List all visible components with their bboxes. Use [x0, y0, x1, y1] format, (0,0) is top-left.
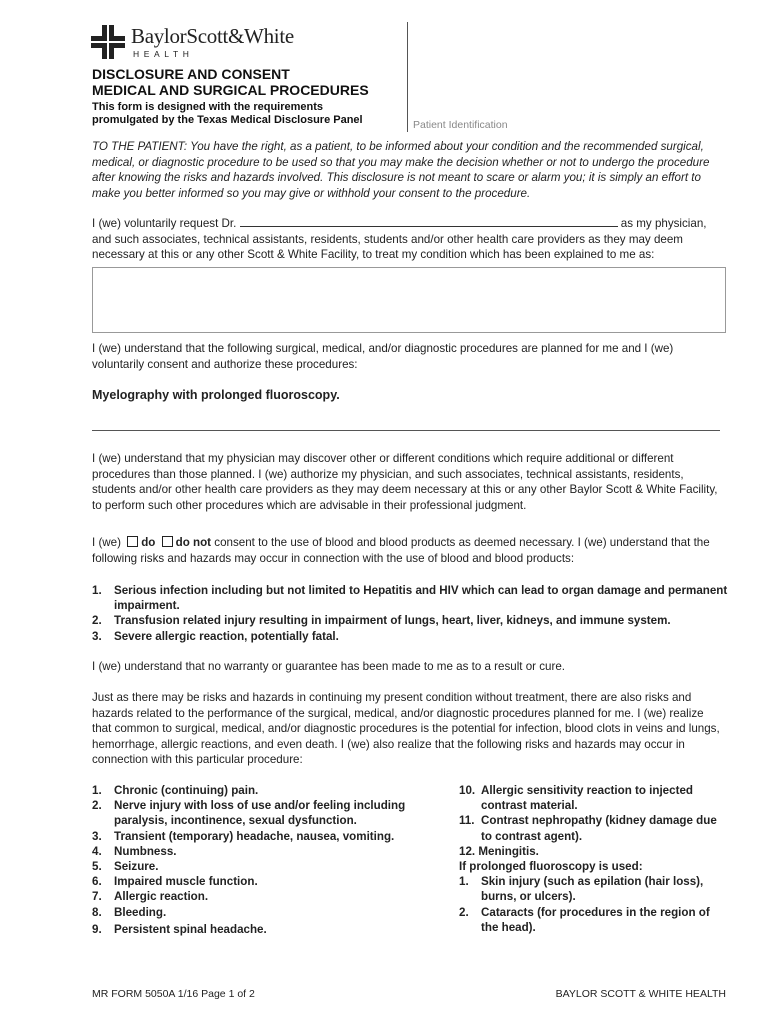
blood-risk-list [92, 583, 728, 644]
list-item: 2. Transfusion related injury resulting in impairment of lungs, heart, liver, kidneys, and immune system. [92, 614, 671, 628]
physician-name-field[interactable] [240, 215, 618, 227]
condition-explanation-box[interactable] [92, 267, 726, 333]
list-item: 5. Seizure. [92, 860, 159, 874]
header-divider [407, 22, 408, 132]
procedure-line [92, 430, 720, 431]
list-item: 1. Chronic (continuing) pain. [92, 784, 259, 797]
list-item: 1. Skin injury (such as epilation (hair loss), burns, or ulcers). [459, 875, 704, 904]
logo-sub: HEALTH [133, 49, 194, 59]
other-conditions-paragraph: I (we) understand that my physician may discover other or different conditions which require additional or different procedures than those planned. I (we) authorize my physician, and such associates, technical assistants, residents, students and/or other health care providers as they may deem necessary at this or any other Baylor Scott & White Facility, to perform such other procedures which are advisable in their professional judgment. [92, 452, 718, 512]
procedure-risk-list-left [92, 783, 452, 937]
list-item: 1. Serious infection including but not limited to Hepatitis and HIV which can lead to organ damage and permanent impairment. [92, 584, 728, 613]
form-title-line1: DISCLOSURE AND CONSENT [92, 66, 290, 82]
form-subtitle-line2: promulgated by the Texas Medical Disclosure Panel [92, 114, 363, 126]
footer-form-number: MR FORM 5050A 1/16 Page 1 of 2 [92, 988, 255, 1000]
form-subtitle-line1: This form is designed with the requirements [92, 101, 324, 113]
no-warranty-paragraph: I (we) understand that no warranty or guarantee has been made to me as to a result or cure. [92, 660, 566, 673]
list-item: 3. Severe allergic reaction, potentially fatal. [92, 629, 339, 643]
list-item: 6. Impaired muscle function. [92, 875, 258, 889]
list-item: 12. Meningitis. [459, 844, 539, 858]
cross-logo-icon [91, 25, 125, 59]
planned-procedures-paragraph: I (we) understand that the following surgical, medical, and/or diagnostic procedures are planned for me and I (we) voluntarily consent and authorize these procedures: [92, 342, 674, 371]
risks-paragraph: Just as there may be risks and hazards in continuing my present condition without treatment, there are also risks and hazards related to the performance of the surgical, medical, and/or diagnostic procedures planned for me. I (we) realize that common to surgical, medical, and/or diagnostic procedures is the potential for infection, blood clots in veins and lungs, hemorrhage, allergic reactions, and even death. I (we) also realize that the following risks and hazards may occur in connection with this particular procedure: [92, 691, 720, 766]
list-item: 11. Contrast nephropathy (kidney damage due to contrast agent). [459, 814, 717, 843]
list-item: 2. Nerve injury with loss of use and/or feeling including paralysis, incontinence, sexual dysfunction. [92, 799, 406, 828]
request-after: as my physician, [620, 217, 707, 230]
procedure-risk-list-right [459, 783, 729, 935]
form-title [92, 66, 369, 98]
do-label: do [141, 536, 156, 549]
procedure-name: Myelography with prolonged fluoroscopy. [92, 388, 340, 402]
blood-prefix: I (we) [92, 536, 121, 549]
fluoroscopy-heading: If prolonged fluoroscopy is used: [459, 860, 643, 874]
blood-rest: consent to the use of blood and blood products as deemed necessary. I (we) understand that the following risks and hazards may occur in connection with the use of blood and blood products: [92, 536, 710, 565]
list-item: 8. Bleeding. [92, 905, 167, 919]
list-item: 2. Cataracts (for procedures in the region of the head). [459, 905, 710, 934]
form-title-line2: MEDICAL AND SURGICAL PROCEDURES [92, 82, 369, 98]
list-item: 9. Persistent spinal headache. [92, 922, 267, 936]
list-item: 10. Allergic sensitivity reaction to injected contrast material. [459, 784, 693, 813]
do-not-checkbox[interactable] [162, 536, 173, 547]
blood-consent-paragraph [92, 535, 726, 566]
list-item: 4. Numbness. [92, 844, 177, 858]
list-item: 3. Transient (temporary) headache, nausea, vomiting. [92, 829, 395, 843]
do-checkbox[interactable] [127, 536, 138, 547]
request-rest: and such associates, technical assistants, residents, students and/or other health care providers as they may deem necessary at this or any other Scott & White Facility, to treat my condition which has been explained to me as: [92, 232, 683, 261]
list-item: 7. Allergic reaction. [92, 890, 209, 904]
request-paragraph [92, 215, 726, 263]
logo-name: BaylorScott&White [131, 24, 294, 48]
do-not-label: do not [175, 536, 212, 549]
footer-organization: BAYLOR SCOTT & WHITE HEALTH [555, 988, 726, 1000]
request-before: I (we) voluntarily request Dr. [92, 217, 237, 230]
patient-identification-label: Patient Identification [413, 119, 508, 131]
form-subtitle [92, 101, 363, 127]
intro-paragraph: TO THE PATIENT: You have the right, as a patient, to be informed about your condition and the recommended surgical, medical, or diagnostic procedure to be used so that you may make the decision whether or not to undergo the procedure after knowing the risks and hazards involved. This disclosure is not meant to scare or alarm you; it is simply an effort to make you better informed so you may give or withhold your consent to the procedure. [92, 140, 710, 200]
